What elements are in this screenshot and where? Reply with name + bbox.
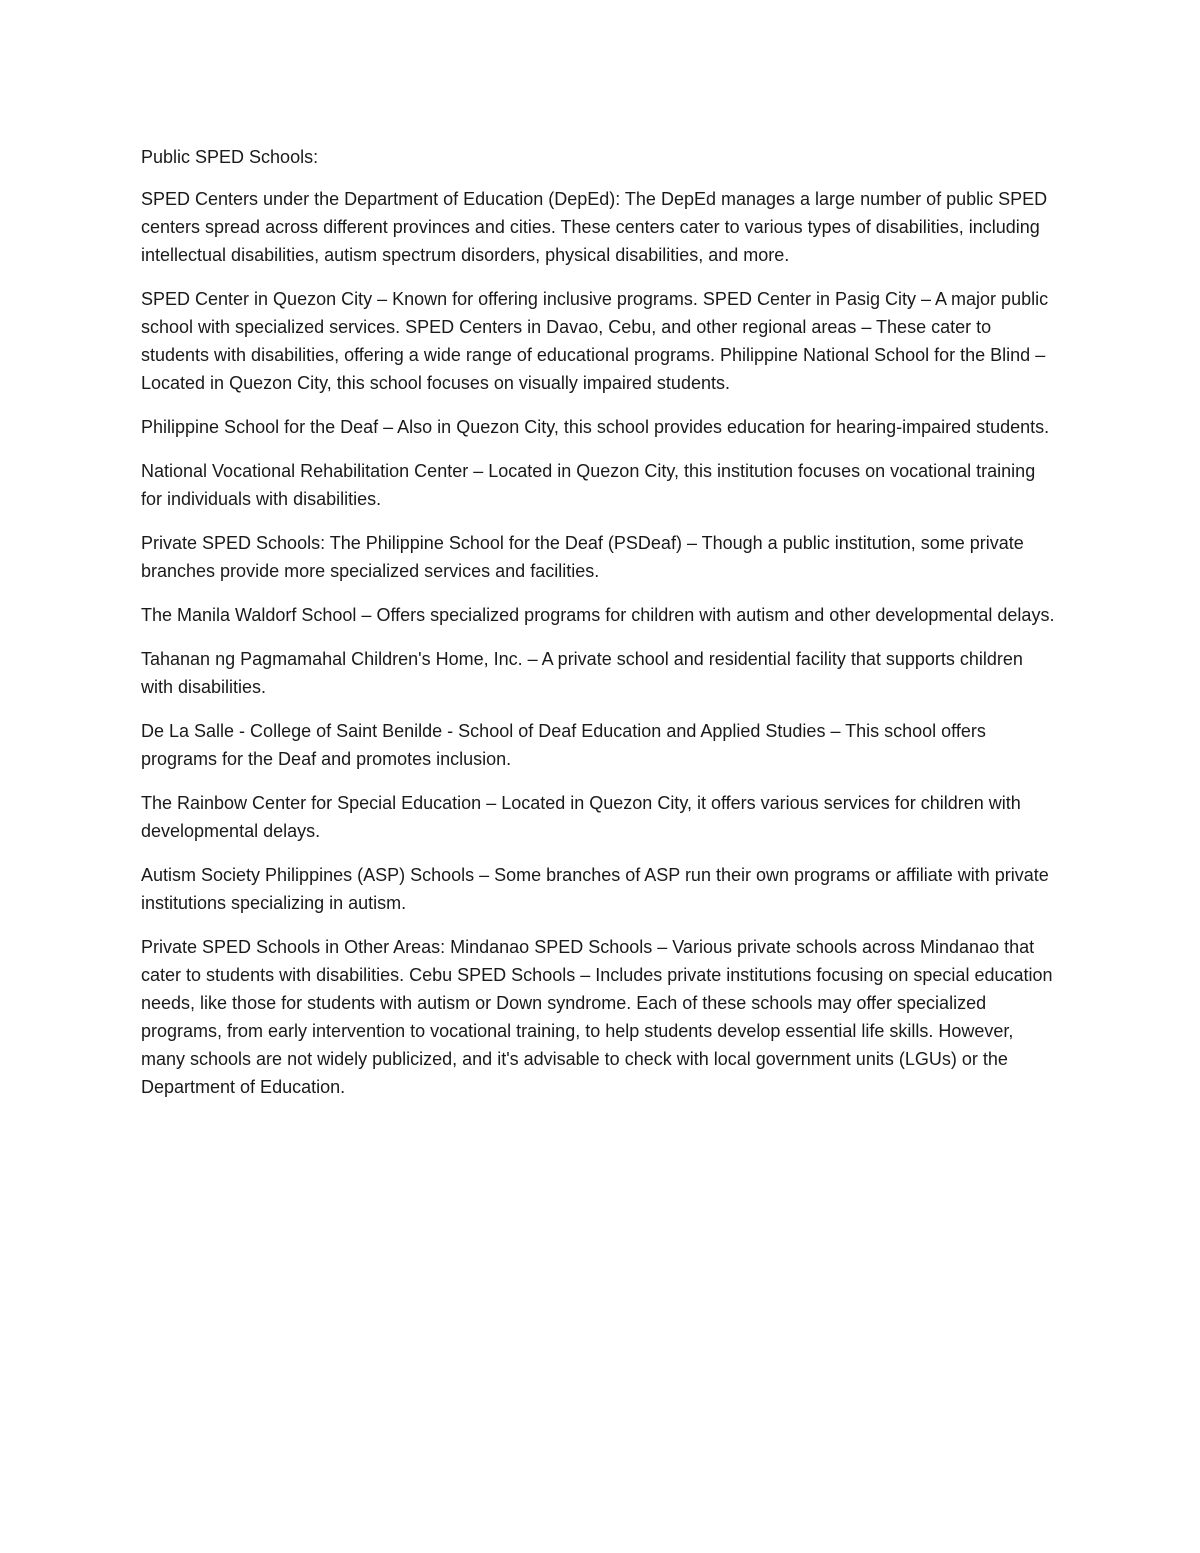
paragraph-de-la-salle-benilde: De La Salle - College of Saint Benilde - School of Deaf Education and Applied Studies – This school offers programs for the Deaf and promotes inclusion. [141,721,986,769]
paragraph-tahanan-ng-pagmamahal: Tahanan ng Pagmamahal Children's Home, Inc. – A private school and residential facility that supports children with disabilities. [141,649,1023,697]
paragraph-school-for-deaf: Philippine School for the Deaf – Also in Quezon City, this school provides education for hearing-impaired students. [141,417,1050,437]
document-body [141,143,1059,1117]
paragraph-autism-society: Autism Society Philippines (ASP) Schools – Some branches of ASP run their own programs or affiliate with private institutions specializing in autism. [141,865,1049,913]
paragraph-regional-sped-centers: SPED Center in Quezon City – Known for offering inclusive programs. SPED Center in Pasig City – A major public school with specialized services. SPED Centers in Davao, Cebu, and other regional areas – These cater to students with disabilities, offering a wide range of educational programs. Philippine National School for the Blind – Located in Quezon City, this school focuses on visually impaired students. [141,289,1049,393]
paragraph-vocational-rehab-center: National Vocational Rehabilitation Center – Located in Quezon City, this institution focuses on vocational training for individuals with disabilities. [141,461,1036,509]
paragraph-other-areas: Private SPED Schools in Other Areas: Mindanao SPED Schools – Various private schools across Mindanao that cater to students with disabilities. Cebu SPED Schools – Includes private institutions focusing on special education needs, like those for students with autism or Down syndrome. Each of these schools may offer specialized programs, from early intervention to vocational training, to help students develop essential life skills. However, many schools are not widely publicized, and it's advisable to check with local government units (LGUs) or the Department of Education. [141,937,1053,1097]
paragraph-manila-waldorf: The Manila Waldorf School – Offers specialized programs for children with autism and other developmental delays. [141,605,1055,625]
document-heading: Public SPED Schools: [141,147,319,167]
paragraph-rainbow-center: The Rainbow Center for Special Education – Located in Quezon City, it offers various services for children with developmental delays. [141,793,1021,841]
paragraph-private-sped-schools: Private SPED Schools: The Philippine School for the Deaf (PSDeaf) – Though a public institution, some private branches provide more specialized services and facilities. [141,533,1024,581]
paragraph-deped-sped-centers: SPED Centers under the Department of Education (DepEd): The DepEd manages a large number of public SPED centers spread across different provinces and cities. These centers cater to various types of disabilities, including intellectual disabilities, autism spectrum disorders, physical disabilities, and more. [141,189,1048,265]
